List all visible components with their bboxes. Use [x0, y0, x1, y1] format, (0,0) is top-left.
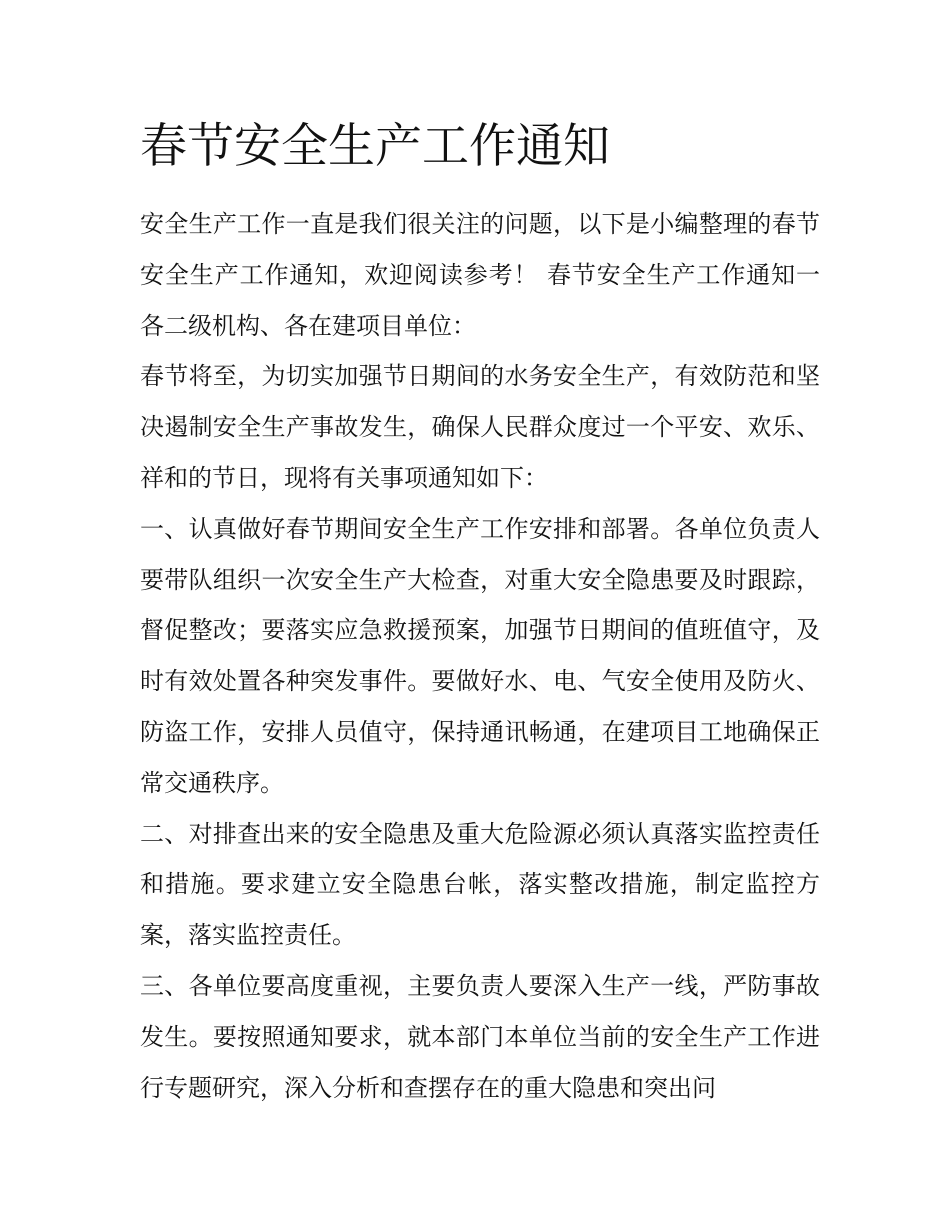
- paragraph-item-2: 二、对排查出来的安全隐患及重大危险源必须认真落实监控责任和措施。要求建立安全隐患台帐，落实整改措施，制定监控方案，落实监控责任。: [140, 819, 820, 950]
- paragraph-preamble: 春节将至，为切实加强节日期间的水务安全生产，有效防范和坚决遏制安全生产事故发生，确保人民群众度过一个平安、欢乐、祥和的节日，现将有关事项通知如下：: [140, 362, 820, 492]
- document-title: 春节安全生产工作通知: [140, 119, 610, 174]
- paragraph-intro: 安全生产工作一直是我们很关注的问题，以下是小编整理的春节安全生产工作通知，欢迎阅读参考！ 春节安全生产工作通知一 各二级机构、各在建项目单位：: [140, 210, 820, 340]
- paragraph-item-3: 三、各单位要高度重视，主要负责人要深入生产一线，严防事故发生。要按照通知要求，就本部门本单位当前的安全生产工作进行专题研究，深入分析和查摆存在的重大隐患和突出问: [140, 971, 820, 1102]
- document-body: [140, 199, 820, 1113]
- paragraph-item-1: 一、认真做好春节期间安全生产工作安排和部署。各单位负责人要带队组织一次安全生产大检查，对重大安全隐患要及时跟踪，督促整改；要落实应急救援预案，加强节日期间的值班值守，及时有效处置各种突发事件。要做好水、电、气安全使用及防火、防盗工作，安排人员值守，保持通讯畅通，在建项目工地确保正常交通秩序。: [140, 514, 820, 797]
